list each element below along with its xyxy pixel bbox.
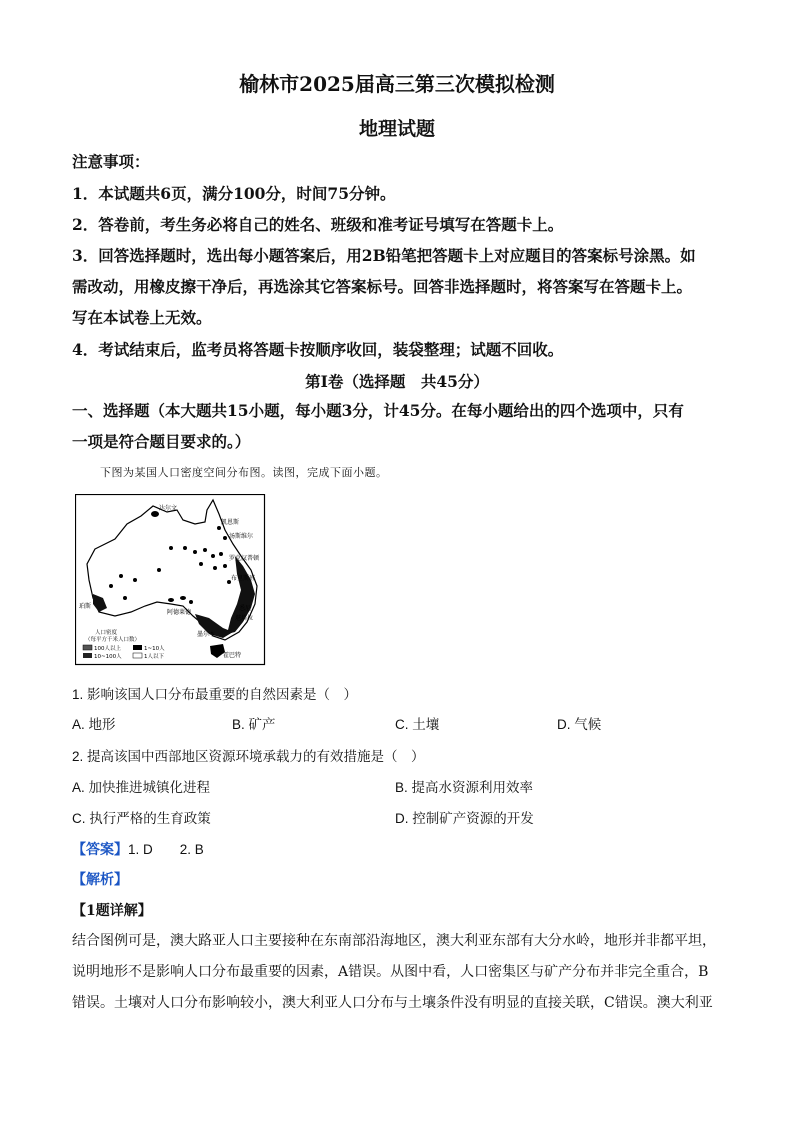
section-heading-line-1: 一、选择题（本大题共15小题，每小题3分，计45分。在每小题给出的四个选项中，只有: [72, 401, 684, 420]
question-lead: 下图为某国人口密度空间分布图。读图，完成下面小题。: [100, 466, 388, 479]
note-item-1: 1．本试题共6页，满分100分，时间75分钟。: [72, 184, 396, 203]
city-label-sydney: 悉尼: [239, 605, 252, 612]
legend-item-2: 1~10人: [144, 646, 165, 652]
question-2-stem: 2. 提高该国中西部地区资源环境承载力的有效措施是（ ）: [72, 749, 425, 764]
analysis-tag: 【解析】: [72, 872, 128, 888]
question-2-option-b: B. 提高水资源利用效率: [395, 780, 534, 795]
city-label-perth: 珀斯: [79, 603, 92, 610]
question-1-option-c: C. 土壤: [395, 717, 440, 732]
explanation-line-2: 说明地形不是影响人口分布最重要的因素，A错误。从图中看，人口密集区与矿产分布并非完全重合，B: [72, 964, 709, 980]
question-1-option-a: A. 地形: [72, 717, 116, 732]
population-density-map: [75, 494, 266, 666]
city-label-adelaide: 阿德莱德: [167, 609, 192, 616]
question-2-option-a: A. 加快推进城镇化进程: [72, 780, 211, 795]
answer-text: 1. D 2. B: [128, 842, 204, 857]
question-2-option-d: D. 控制矿产资源的开发: [395, 811, 534, 826]
explanation-line-3: 错误。土壤对人口分布影响较小，澳大利亚人口分布与土壤条件没有明显的直接关联，C错误。澳大利亚: [72, 995, 713, 1011]
explanation-paragraph: [72, 926, 722, 1019]
section-heading-line-2: 一项是符合题目要求的。）: [72, 432, 251, 451]
exam-title: 榆林市2025届高三第三次模拟检测: [239, 72, 555, 96]
city-label-darwin: 达尔文: [159, 505, 178, 512]
city-label-canberra: 堪培拉: [235, 615, 254, 622]
city-label-rockhampton: 罗克汉普顿: [229, 555, 260, 562]
city-label-melbourne: 墨尔本: [197, 631, 216, 638]
legend-item-3: 10~100人: [94, 654, 122, 660]
legend-title: 人口密度: [95, 630, 118, 636]
exam-subtitle: 地理试题: [358, 118, 435, 140]
question-1-option-d: D. 气候: [557, 717, 602, 732]
note-item-3-line-2: 需改动，用橡皮擦干净后，再选涂其它答案标号。回答非选择题时，将答案写在答题卡上。: [72, 277, 693, 296]
legend-subtitle: （每平方千米人口数）: [85, 637, 141, 643]
answer-tag: 【答案】: [72, 842, 128, 858]
city-label-hobart: 霍巴特: [223, 652, 242, 659]
city-label-cairns: 凯恩斯: [221, 519, 240, 526]
note-item-3-line-1: 3．回答选择题时，选出每小题答案后，用2B铅笔把答题卡上对应题目的答案标号涂黑。如: [72, 246, 696, 265]
legend-item-4: 1人以下: [144, 654, 164, 660]
note-item-3-line-3: 写在本试卷上无效。: [72, 308, 212, 327]
note-item-2: 2．答卷前，考生务必将自己的姓名、班级和准考证号填写在答题卡上。: [72, 215, 564, 234]
question-1-option-b: B. 矿产: [232, 717, 276, 732]
answer-line: [72, 838, 204, 859]
notes-heading: 注意事项：: [72, 152, 150, 171]
question-2-option-c: C. 执行严格的生育政策: [72, 811, 211, 826]
city-label-townsville: 汤斯维尔: [229, 533, 254, 540]
detail-tag: 【1题详解】: [72, 903, 152, 919]
volume-heading: 第Ⅰ卷（选择题 共45分）: [305, 372, 489, 391]
explanation-line-1: 结合图例可是，澳大路亚人口主要接种在东南部沿海地区，澳大利亚东部有大分水岭，地形并非都平坦，: [72, 933, 716, 949]
city-label-brisbane: 布里斯班: [231, 575, 256, 582]
note-item-4: 4．考试结束后，监考员将答题卡按顺序收回，装袋整理；试题不回收。: [72, 340, 564, 359]
question-1-stem: 1. 影响该国人口分布最重要的自然因素是（ ）: [72, 687, 358, 702]
legend-item-1: 100人以上: [94, 646, 121, 652]
